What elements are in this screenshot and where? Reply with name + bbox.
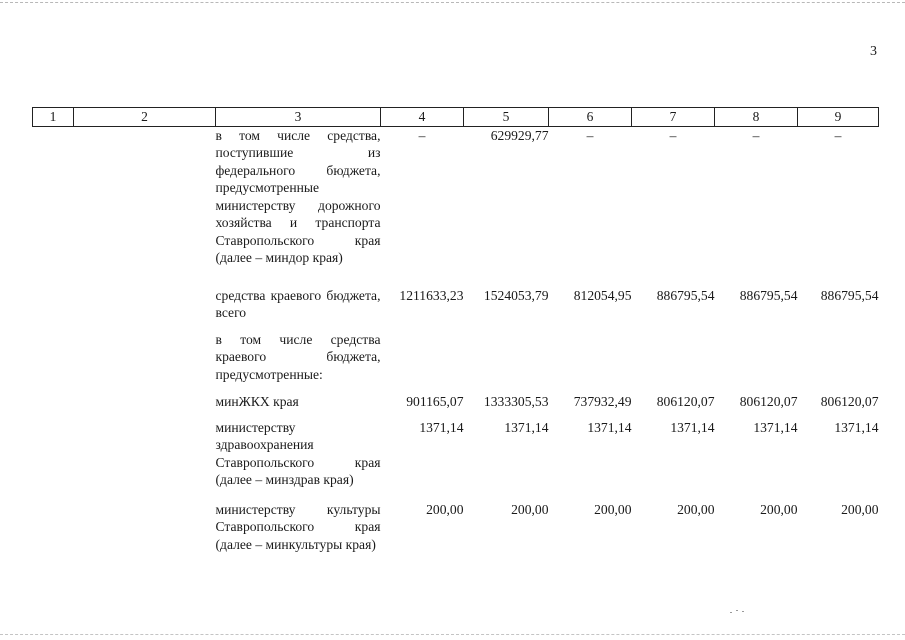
- value-cell: 1524053,79: [483, 287, 549, 303]
- value-cell: 200,00: [594, 501, 632, 517]
- value-cell: 1371,14: [504, 419, 549, 435]
- table-row: [33, 393, 879, 419]
- value-cell: 806120,07: [739, 393, 798, 409]
- value-cell: [549, 331, 632, 393]
- page-number: 3: [870, 44, 877, 59]
- value-cell: –: [418, 127, 426, 143]
- value-cell: 1211633,23: [399, 287, 464, 303]
- value-cell: 812054,95: [573, 287, 632, 303]
- value-cell: 1371,14: [587, 419, 632, 435]
- value-cell: [464, 331, 549, 393]
- value-cell: –: [586, 127, 594, 143]
- table-row: [33, 501, 879, 573]
- value-cell: 806120,07: [656, 393, 715, 409]
- value-cell: 200,00: [677, 501, 715, 517]
- value-cell: 1371,14: [419, 419, 464, 435]
- column-number: 2: [74, 108, 216, 127]
- column-number: 8: [715, 108, 798, 127]
- value-cell: 200,00: [426, 501, 464, 517]
- row-description: средства краевого бюджета, всего: [215, 287, 381, 320]
- value-cell: –: [752, 127, 760, 143]
- row-description: в том числе средства краевого бюджета, предусмотренные:: [215, 331, 381, 382]
- value-cell: 629929,77: [490, 127, 549, 143]
- value-cell: [715, 331, 798, 393]
- value-cell: 200,00: [511, 501, 549, 517]
- column-number: 5: [464, 108, 549, 127]
- budget-table: [32, 107, 879, 573]
- column-number: 4: [381, 108, 464, 127]
- column-number: 6: [549, 108, 632, 127]
- value-cell: 737932,49: [573, 393, 632, 409]
- value-cell: 886795,54: [739, 287, 798, 303]
- row-description: министерству культуры Ставропольского края (далее – минкультуры края): [215, 501, 381, 552]
- column-number-row: [33, 108, 879, 127]
- value-cell: 1371,14: [834, 419, 879, 435]
- table-row: [33, 331, 879, 393]
- row-description: министерству здравоохранения Ставропольского края (далее – минздрав края): [215, 419, 381, 487]
- value-cell: 1371,14: [753, 419, 798, 435]
- value-cell: –: [669, 127, 677, 143]
- value-cell: 806120,07: [820, 393, 879, 409]
- value-cell: 1333305,53: [483, 393, 549, 409]
- value-cell: 200,00: [760, 501, 798, 517]
- value-cell: [381, 331, 464, 393]
- scan-top-edge: [0, 2, 905, 3]
- value-cell: 1371,14: [670, 419, 715, 435]
- table-row: [33, 287, 879, 331]
- table-row: [33, 126, 879, 287]
- scan-bottom-edge: [0, 634, 905, 635]
- scan-specks: [730, 608, 750, 614]
- column-number: 7: [632, 108, 715, 127]
- value-cell: –: [834, 127, 842, 143]
- row-description: минЖКХ края: [215, 393, 299, 409]
- value-cell: 886795,54: [656, 287, 715, 303]
- value-cell: [632, 331, 715, 393]
- row-description: в том числе средства, поступившие из федерального бюджета, предусмотренные министерству дорожного хозяйства и транспорта Ставропольского края (далее – миндор края): [215, 127, 381, 265]
- value-cell: 886795,54: [820, 287, 879, 303]
- table-row: [33, 419, 879, 501]
- value-cell: [798, 331, 879, 393]
- column-number: 9: [798, 108, 879, 127]
- column-number: 3: [216, 108, 381, 127]
- value-cell: 901165,07: [406, 393, 464, 409]
- column-number: 1: [33, 108, 74, 127]
- value-cell: 200,00: [841, 501, 879, 517]
